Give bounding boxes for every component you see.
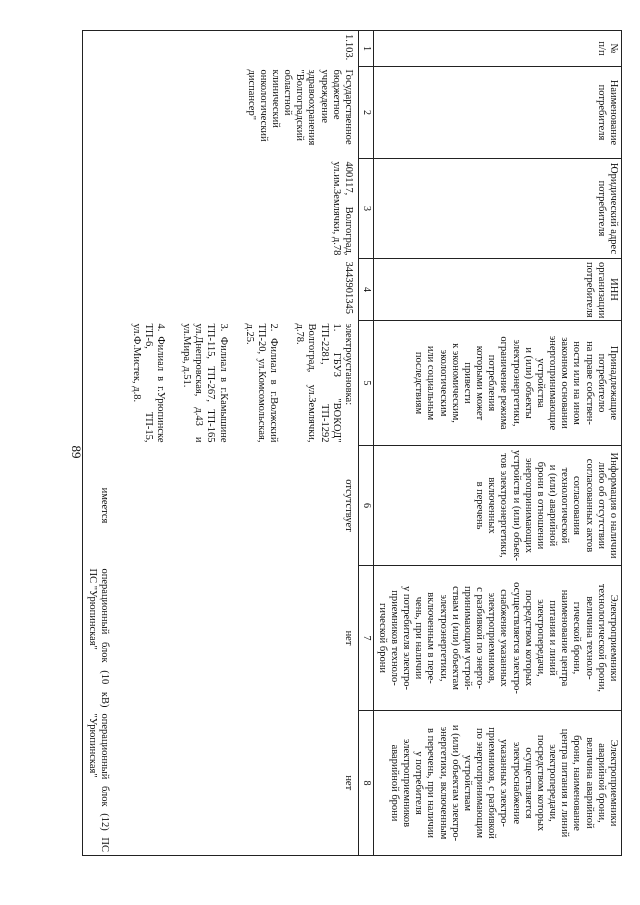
device-item: 4. Филиал в г.Урюпинске ТП-6, ТП-15, ул.Ф.Мистек, д.8. [130,323,166,443]
header-acts: Информация о наличии либо об отсутствии согласованных актов согласования технологической и (или) аварийной брони в отношении энергопринимающих устройств и (или) объек- тов электроэнергетики, включенных в перечень [373,446,621,566]
consumer-name: Государственное бюджетное учреждение здравоохранения "Волгоградский областной клинический онкологический диспансер" [245,69,354,146]
row-address [83,159,359,259]
tech-reserve-2: операционный блок (10 кВ) ПС "Урюпинская" [86,568,110,708]
header-emergency-reserve: Электроприемники аварийной брони, величина аварийной брони, наименование центра питания и линий электропередачи, посредством которых осуществляется электроснабжение указанных электро- приемников, с разбивкой по энергопринимающим устройствам и (или) объектам электро- энергетики, включенным в перечень, при наличии у потребителя электроприемников аварийной брони [373,711,621,856]
device-item: электроустановка: 1. ГБУЗ "ВОКОД" ТП-2281, ТП-1292 Волгоград, ул.Землячки, д.78. [294,323,354,443]
header-tech-reserve: Электроприемники технологической брони, величина техноло- гической брони, наименование центра питания и линий электропередачи, посредством которых осуществляется электро- снабжение указанных электроприемников, с разбивкой по энерго- принимающим устрой- ствам и (или) объектам электроэнергетики, включенным в пере- чень, при наличии у потребителя электро- приемников техноло- гической брони [373,566,621,711]
consumer-address: 400117, Волгоград, ул.им.Землячки, д.78 [330,161,354,256]
column-number: 2 [358,67,373,159]
row-number-text: 1.103. [342,34,354,61]
tech-reserve-1: нет [342,630,354,646]
consumer-inn: 3443901345 [342,261,354,314]
column-number: 8 [358,711,373,856]
row-tech-reserve [83,566,359,711]
column-number: 7 [358,566,373,711]
device-item: 2. Филиал в г.Волжский ТП-20, ул.Комсомольская, д.25. [243,323,280,443]
consumer-table [82,30,622,856]
header-inn: ИНН организации потребителя [373,259,621,321]
acts-status-1: отсутствует [342,479,354,532]
row-number [83,31,359,67]
column-number: 4 [358,259,373,321]
row-name [83,67,359,159]
row-acts [83,446,359,566]
column-number: 1 [358,31,373,67]
header-num: № п/п [373,31,621,67]
column-number: 5 [358,321,373,446]
table-row [83,31,359,856]
header-address: Юридический адрес потребителя [373,159,621,259]
row-devices [83,321,359,446]
row-inn [83,259,359,321]
header-row [373,31,621,856]
rotated-table-container [62,30,622,855]
column-number: 6 [358,446,373,566]
header-devices: Принадлежащие потребителю на праве собствен- ности или на ином законном основании энергопринимающие устройства и (или) объекты электроэнергетики, ограничение режима потребления которыми может привести к экономическим, экологическим или социальным последствиям [373,321,621,446]
emergency-reserve-2: операционный блок (12) ПС "Урюпинская" [86,713,110,852]
column-number-row [358,31,373,856]
page-number: 89 [69,445,84,459]
emergency-reserve-1: нет [342,775,354,791]
row-emergency-reserve [83,711,359,856]
acts-status-2: имеется [98,487,110,524]
column-number: 3 [358,159,373,259]
header-name: Наименование потребителя [373,67,621,159]
device-item: 3. Филиал в г.Камышине ТП-115, ТП-267, ТП-165 ул.Днепровская, д.43 и ул.Мира, д.51. [181,323,229,443]
